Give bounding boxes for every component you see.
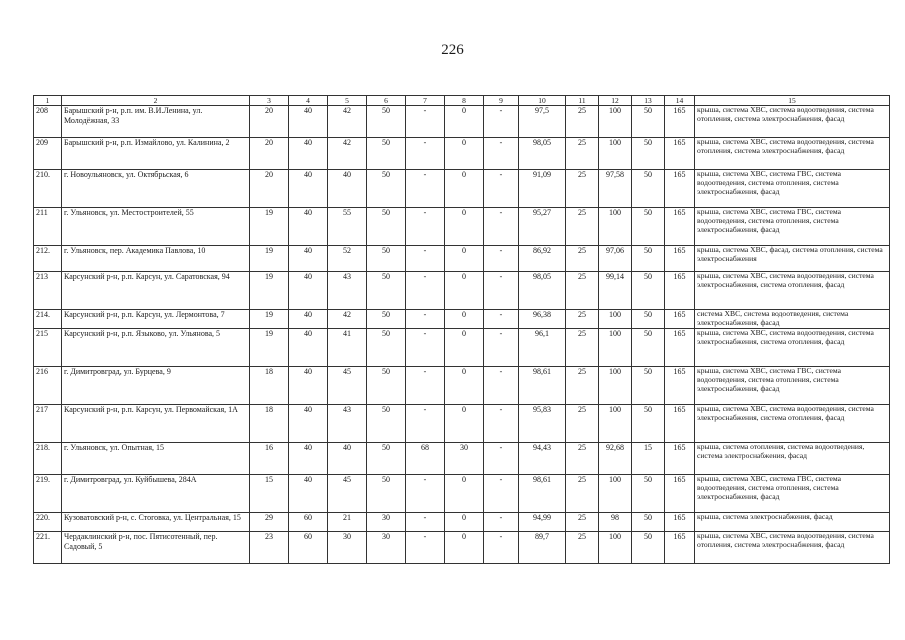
address-cell: г. Ульяновск, ул. Местостроителей, 55 xyxy=(62,208,250,246)
value-col11: 25 xyxy=(566,475,599,513)
value-col14: 165 xyxy=(665,170,695,208)
table-row xyxy=(34,329,890,367)
value-col5: 30 xyxy=(328,532,367,564)
table-row xyxy=(34,272,890,310)
value-col13: 15 xyxy=(632,443,665,475)
value-col4: 40 xyxy=(289,170,328,208)
column-number-cell: 6 xyxy=(367,96,406,106)
value-col5: 52 xyxy=(328,246,367,272)
value-col7: - xyxy=(406,246,445,272)
value-col10: 96,38 xyxy=(519,310,566,329)
value-col6: 50 xyxy=(367,246,406,272)
value-col9: - xyxy=(484,329,519,367)
value-col11: 25 xyxy=(566,532,599,564)
value-col8: 30 xyxy=(445,443,484,475)
address-cell: Барышский р-н, р.п. им. В.И.Ленина, ул. Молодёжная, 33 xyxy=(62,106,250,138)
value-col7: - xyxy=(406,272,445,310)
value-col13: 50 xyxy=(632,405,665,443)
value-col11: 25 xyxy=(566,272,599,310)
value-col3: 16 xyxy=(250,443,289,475)
table-row xyxy=(34,405,890,443)
address-cell: г. Димитровград, ул. Бурцева, 9 xyxy=(62,367,250,405)
value-col11: 25 xyxy=(566,329,599,367)
value-col5: 40 xyxy=(328,443,367,475)
value-col11: 25 xyxy=(566,513,599,532)
value-col8: 0 xyxy=(445,246,484,272)
column-number-cell: 9 xyxy=(484,96,519,106)
address-cell: Карсунский р-н, р.п. Карсун, ул. Первомайская, 1А xyxy=(62,405,250,443)
value-col12: 100 xyxy=(599,367,632,405)
value-col5: 45 xyxy=(328,475,367,513)
value-col12: 100 xyxy=(599,106,632,138)
value-col14: 165 xyxy=(665,405,695,443)
value-col4: 40 xyxy=(289,310,328,329)
value-col12: 100 xyxy=(599,475,632,513)
value-col6: 50 xyxy=(367,367,406,405)
value-col10: 98,61 xyxy=(519,367,566,405)
value-col8: 0 xyxy=(445,310,484,329)
value-col4: 40 xyxy=(289,246,328,272)
value-col11: 25 xyxy=(566,138,599,170)
table-row xyxy=(34,106,890,138)
column-number-cell: 10 xyxy=(519,96,566,106)
value-col14: 165 xyxy=(665,272,695,310)
address-cell: Карсунский р-н, р.п. Языково, ул. Ульянова, 5 xyxy=(62,329,250,367)
value-col8: 0 xyxy=(445,208,484,246)
value-col7: - xyxy=(406,208,445,246)
value-col5: 45 xyxy=(328,367,367,405)
value-col14: 165 xyxy=(665,513,695,532)
row-number: 212. xyxy=(34,246,62,272)
value-col10: 94,99 xyxy=(519,513,566,532)
value-col14: 165 xyxy=(665,138,695,170)
value-col5: 21 xyxy=(328,513,367,532)
row-number: 211 xyxy=(34,208,62,246)
address-cell: г. Димитровград, ул. Куйбышева, 284А xyxy=(62,475,250,513)
value-col13: 50 xyxy=(632,208,665,246)
value-col12: 97,58 xyxy=(599,170,632,208)
value-col14: 165 xyxy=(665,246,695,272)
value-col11: 25 xyxy=(566,310,599,329)
column-number-cell: 7 xyxy=(406,96,445,106)
row-number: 219. xyxy=(34,475,62,513)
value-col12: 100 xyxy=(599,208,632,246)
value-col7: - xyxy=(406,106,445,138)
value-col14: 165 xyxy=(665,208,695,246)
value-col4: 40 xyxy=(289,138,328,170)
value-col12: 99,14 xyxy=(599,272,632,310)
value-col6: 30 xyxy=(367,532,406,564)
value-col3: 18 xyxy=(250,405,289,443)
value-col4: 60 xyxy=(289,513,328,532)
value-col13: 50 xyxy=(632,367,665,405)
value-col9: - xyxy=(484,513,519,532)
value-col6: 50 xyxy=(367,106,406,138)
column-number-cell: 4 xyxy=(289,96,328,106)
address-cell: г. Новоульяновск, ул. Октябрьская, 6 xyxy=(62,170,250,208)
value-col4: 60 xyxy=(289,532,328,564)
value-col11: 25 xyxy=(566,367,599,405)
works-list-cell: крыша, система ХВС, фасад, система отопления, система электроснабжения xyxy=(695,246,890,272)
value-col8: 0 xyxy=(445,138,484,170)
value-col8: 0 xyxy=(445,475,484,513)
value-col3: 29 xyxy=(250,513,289,532)
table-row xyxy=(34,513,890,532)
row-number: 210. xyxy=(34,170,62,208)
value-col8: 0 xyxy=(445,106,484,138)
value-col9: - xyxy=(484,138,519,170)
value-col12: 100 xyxy=(599,405,632,443)
value-col7: - xyxy=(406,475,445,513)
value-col6: 50 xyxy=(367,170,406,208)
value-col10: 96,1 xyxy=(519,329,566,367)
row-number: 208 xyxy=(34,106,62,138)
value-col6: 50 xyxy=(367,329,406,367)
value-col14: 165 xyxy=(665,443,695,475)
value-col7: - xyxy=(406,405,445,443)
row-number: 218. xyxy=(34,443,62,475)
value-col13: 50 xyxy=(632,272,665,310)
value-col5: 43 xyxy=(328,405,367,443)
value-col7: - xyxy=(406,367,445,405)
value-col10: 94,43 xyxy=(519,443,566,475)
works-list-cell: крыша, система ХВС, система водоотведения, система отопления, система электроснабжения, фасад xyxy=(695,138,890,170)
table-row xyxy=(34,367,890,405)
works-list-cell: крыша, система электроснабжения, фасад xyxy=(695,513,890,532)
value-col7: - xyxy=(406,170,445,208)
row-number: 214. xyxy=(34,310,62,329)
value-col12: 98 xyxy=(599,513,632,532)
value-col8: 0 xyxy=(445,405,484,443)
value-col10: 98,61 xyxy=(519,475,566,513)
value-col4: 40 xyxy=(289,367,328,405)
value-col6: 50 xyxy=(367,443,406,475)
value-col4: 40 xyxy=(289,443,328,475)
table-row xyxy=(34,246,890,272)
value-col6: 50 xyxy=(367,310,406,329)
value-col9: - xyxy=(484,532,519,564)
address-cell: Чердаклинский р-н, пос. Пятисотенный, пер. Садовый, 5 xyxy=(62,532,250,564)
works-list-cell: крыша, система отопления, система водоотведения, система электроснабжения, фасад xyxy=(695,443,890,475)
value-col9: - xyxy=(484,405,519,443)
value-col7: - xyxy=(406,329,445,367)
value-col13: 50 xyxy=(632,532,665,564)
value-col5: 55 xyxy=(328,208,367,246)
value-col3: 19 xyxy=(250,208,289,246)
value-col9: - xyxy=(484,106,519,138)
value-col4: 40 xyxy=(289,106,328,138)
table-row xyxy=(34,170,890,208)
value-col13: 50 xyxy=(632,138,665,170)
value-col10: 98,05 xyxy=(519,138,566,170)
works-list-cell: крыша, система ХВС, система водоотведения, система отопления, система электроснабжения, фасад xyxy=(695,532,890,564)
value-col8: 0 xyxy=(445,367,484,405)
row-number: 209 xyxy=(34,138,62,170)
value-col10: 89,7 xyxy=(519,532,566,564)
works-list-cell: крыша, система ХВС, система ГВС, система водоотведения, система отопления, система электроснабжения, фасад xyxy=(695,367,890,405)
value-col11: 25 xyxy=(566,170,599,208)
column-number-row xyxy=(34,96,890,106)
table-row xyxy=(34,475,890,513)
column-number-cell: 3 xyxy=(250,96,289,106)
works-list-cell: система ХВС, система водоотведения, система электроснабжения, фасад xyxy=(695,310,890,329)
works-list-cell: крыша, система ХВС, система водоотведения, система электроснабжения, система отопления, фасад xyxy=(695,329,890,367)
table-row xyxy=(34,532,890,564)
column-number-cell: 12 xyxy=(599,96,632,106)
value-col8: 0 xyxy=(445,329,484,367)
column-number-cell: 11 xyxy=(566,96,599,106)
value-col3: 23 xyxy=(250,532,289,564)
value-col4: 40 xyxy=(289,272,328,310)
address-cell: Карсунский р-н, р.п. Карсун, ул. Лермонтова, 7 xyxy=(62,310,250,329)
value-col11: 25 xyxy=(566,106,599,138)
value-col7: - xyxy=(406,310,445,329)
value-col8: 0 xyxy=(445,272,484,310)
works-list-cell: крыша, система ХВС, система водоотведения, система отопления, система электроснабжения, фасад xyxy=(695,106,890,138)
value-col9: - xyxy=(484,310,519,329)
value-col10: 97,5 xyxy=(519,106,566,138)
value-col13: 50 xyxy=(632,475,665,513)
row-number: 216 xyxy=(34,367,62,405)
address-cell: Кузоватовский р-н, с. Стоговка, ул. Центральная, 15 xyxy=(62,513,250,532)
column-number-cell: 14 xyxy=(665,96,695,106)
value-col7: 68 xyxy=(406,443,445,475)
address-cell: Барышский р-н, р.п. Измайлово, ул. Калинина, 2 xyxy=(62,138,250,170)
value-col4: 40 xyxy=(289,329,328,367)
value-col9: - xyxy=(484,272,519,310)
row-number: 215 xyxy=(34,329,62,367)
value-col5: 42 xyxy=(328,310,367,329)
value-col3: 20 xyxy=(250,106,289,138)
value-col5: 42 xyxy=(328,106,367,138)
page-number: 226 xyxy=(441,42,464,58)
column-number-cell: 5 xyxy=(328,96,367,106)
value-col3: 19 xyxy=(250,329,289,367)
table-row xyxy=(34,443,890,475)
value-col9: - xyxy=(484,246,519,272)
value-col5: 40 xyxy=(328,170,367,208)
column-number-cell: 13 xyxy=(632,96,665,106)
value-col6: 50 xyxy=(367,138,406,170)
works-list-cell: крыша, система ХВС, система водоотведения, система электроснабжения, система отопления, фасад xyxy=(695,405,890,443)
value-col3: 15 xyxy=(250,475,289,513)
value-col10: 95,27 xyxy=(519,208,566,246)
value-col5: 43 xyxy=(328,272,367,310)
works-list-cell: крыша, система ХВС, система ГВС, система водоотведения, система отопления, система электроснабжения, фасад xyxy=(695,208,890,246)
value-col12: 100 xyxy=(599,310,632,329)
table-row xyxy=(34,208,890,246)
value-col3: 18 xyxy=(250,367,289,405)
value-col9: - xyxy=(484,475,519,513)
value-col10: 91,09 xyxy=(519,170,566,208)
value-col12: 97,06 xyxy=(599,246,632,272)
value-col3: 20 xyxy=(250,138,289,170)
column-number-cell: 8 xyxy=(445,96,484,106)
value-col7: - xyxy=(406,513,445,532)
value-col10: 95,83 xyxy=(519,405,566,443)
column-number-cell: 1 xyxy=(34,96,62,106)
value-col6: 50 xyxy=(367,272,406,310)
value-col6: 50 xyxy=(367,405,406,443)
value-col14: 165 xyxy=(665,367,695,405)
value-col12: 100 xyxy=(599,532,632,564)
value-col9: - xyxy=(484,208,519,246)
value-col9: - xyxy=(484,170,519,208)
value-col3: 20 xyxy=(250,170,289,208)
value-col12: 100 xyxy=(599,329,632,367)
works-list-cell: крыша, система ХВС, система водоотведения, система электроснабжения, система отопления, фасад xyxy=(695,272,890,310)
address-cell: г. Ульяновск, ул. Опытная, 15 xyxy=(62,443,250,475)
works-list-cell: крыша, система ХВС, система ГВС, система водоотведения, система отопления, система электроснабжения, фасад xyxy=(695,170,890,208)
value-col11: 25 xyxy=(566,405,599,443)
value-col3: 19 xyxy=(250,310,289,329)
value-col8: 0 xyxy=(445,513,484,532)
value-col3: 19 xyxy=(250,272,289,310)
value-col6: 50 xyxy=(367,475,406,513)
address-cell: Карсунский р-н, р.п. Карсун, ул. Саратовская, 94 xyxy=(62,272,250,310)
value-col8: 0 xyxy=(445,170,484,208)
value-col4: 40 xyxy=(289,405,328,443)
value-col7: - xyxy=(406,138,445,170)
value-col10: 98,05 xyxy=(519,272,566,310)
works-list-cell: крыша, система ХВС, система ГВС, система водоотведения, система отопления, система электроснабжения, фасад xyxy=(695,475,890,513)
value-col11: 25 xyxy=(566,208,599,246)
value-col13: 50 xyxy=(632,310,665,329)
value-col14: 165 xyxy=(665,532,695,564)
value-col4: 40 xyxy=(289,208,328,246)
value-col3: 19 xyxy=(250,246,289,272)
value-col5: 42 xyxy=(328,138,367,170)
row-number: 217 xyxy=(34,405,62,443)
table-row xyxy=(34,138,890,170)
value-col6: 30 xyxy=(367,513,406,532)
column-number-cell: 15 xyxy=(695,96,890,106)
value-col9: - xyxy=(484,443,519,475)
value-col5: 41 xyxy=(328,329,367,367)
value-col10: 86,92 xyxy=(519,246,566,272)
table-row xyxy=(34,310,890,329)
value-col14: 165 xyxy=(665,475,695,513)
value-col7: - xyxy=(406,532,445,564)
value-col9: - xyxy=(484,367,519,405)
value-col12: 100 xyxy=(599,138,632,170)
value-col13: 50 xyxy=(632,329,665,367)
value-col4: 40 xyxy=(289,475,328,513)
address-cell: г. Ульяновск, пер. Академика Павлова, 10 xyxy=(62,246,250,272)
value-col13: 50 xyxy=(632,246,665,272)
row-number: 220. xyxy=(34,513,62,532)
value-col13: 50 xyxy=(632,513,665,532)
buildings-table xyxy=(33,95,890,564)
value-col14: 165 xyxy=(665,106,695,138)
row-number: 213 xyxy=(34,272,62,310)
value-col14: 165 xyxy=(665,310,695,329)
value-col12: 92,68 xyxy=(599,443,632,475)
column-number-cell: 2 xyxy=(62,96,250,106)
value-col6: 50 xyxy=(367,208,406,246)
row-number: 221. xyxy=(34,532,62,564)
value-col11: 25 xyxy=(566,443,599,475)
value-col8: 0 xyxy=(445,532,484,564)
value-col13: 50 xyxy=(632,106,665,138)
value-col11: 25 xyxy=(566,246,599,272)
value-col14: 165 xyxy=(665,329,695,367)
value-col13: 50 xyxy=(632,170,665,208)
